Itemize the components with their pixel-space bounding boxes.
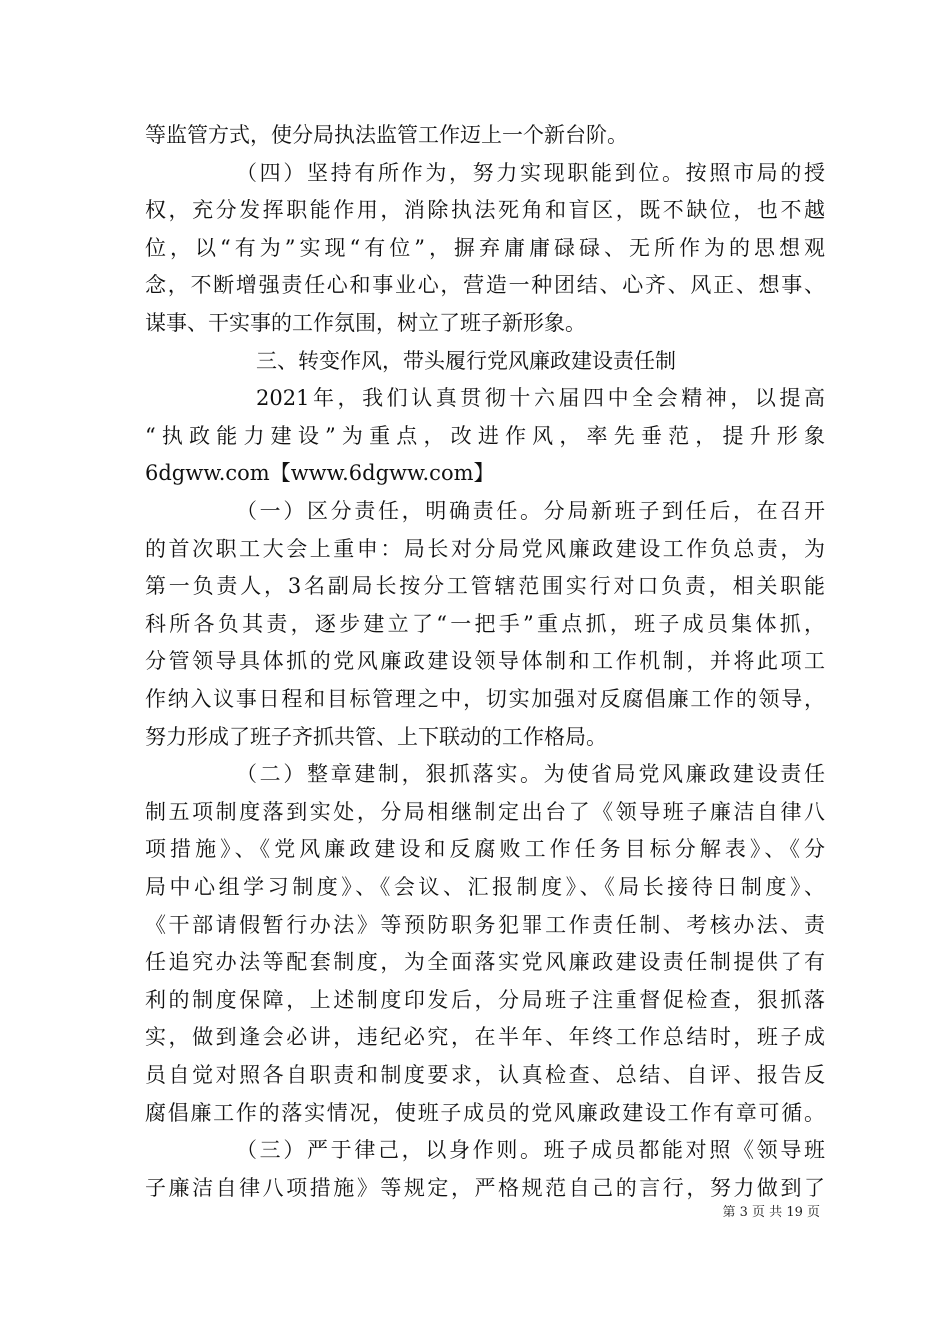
text-line-08: 2021年，我们认真贯彻十六届四中全会精神，以提高 [256,386,825,411]
text-line-02: （四）坚持有所作为，努力实现职能到位。按照市局的授 [236,160,825,185]
text-line-09: “执政能力建设”为重点，改进作风，率先垂范，提升形象 [145,423,825,448]
text-line-13: 第一负责人，3名副局长按分工管辖范围实行对口负责，相关职能 [145,574,825,599]
section-heading: 三、转变作风，带头履行党风廉政建设责任制 [256,348,676,373]
text-line-27: 腐倡廉工作的落实情况，使班子成员的党风廉政建设工作有章可循。 [145,1100,825,1125]
text-line-25: 实，做到逢会必讲，违纪必究，在半年、年终工作总结时，班子成 [145,1025,825,1050]
text-line-03: 权，充分发挥职能作用，消除执法死角和盲区，既不缺位，也不越 [145,198,825,223]
text-line-28: （三）严于律己，以身作则。班子成员都能对照《领导班 [236,1138,825,1163]
text-line-01: 等监管方式，使分局执法监管工作迈上一个新台阶。 [145,123,628,147]
text-line-11: （一）区分责任，明确责任。分局新班子到任后，在召开 [236,499,825,523]
text-line-10: 6dgww.com【www.6dgww.com】 [145,461,495,486]
text-line-21: 局中心组学习制度》、《会议、汇报制度》、《局长接待日制度》、 [145,875,825,899]
text-line-26: 员自觉对照各自职责和制度要求，认真检查、总结、自评、报告反 [145,1063,825,1087]
text-line-22: 《干部请假暂行办法》等预防职务犯罪工作责任制、考核办法、责 [145,912,825,937]
page-number-footer: 第 3 页 共 19 页 [722,1205,820,1220]
text-line-14: 科所各负其责，逐步建立了“一把手”重点抓，班子成员集体抓， [145,611,825,636]
text-line-19: 制五项制度落到实处，分局相继制定出台了《领导班子廉洁自律八 [145,799,825,824]
text-line-18: （二）整章建制，狠抓落实。为使省局党风廉政建设责任 [236,762,825,787]
text-line-24: 利的制度保障，上述制度印发后，分局班子注重督促检查，狠抓落 [145,987,825,1012]
text-line-16: 作纳入议事日程和目标管理之中，切实加强对反腐倡廉工作的领导， [145,687,825,711]
text-line-17: 努力形成了班子齐抓共管、上下联动的工作格局。 [145,724,607,749]
text-line-06: 谋事、干实事的工作氛围，树立了班子新形象。 [145,311,586,335]
text-line-23: 任追究办法等配套制度，为全面落实党风廉政建设责任制提供了有 [145,950,825,975]
text-line-05: 念，不断增强责任心和事业心，营造一种团结、心齐、风正、想事、 [145,273,825,298]
text-line-12: 的首次职工大会上重申：局长对分局党风廉政建设工作负总责，为 [145,536,825,561]
text-line-04: 位，以“有为”实现“有位”，摒弃庸庸碌碌、无所作为的思想观 [145,235,825,260]
text-line-29: 子廉洁自律八项措施》等规定，严格规范自己的言行，努力做到了 [145,1175,825,1200]
text-line-15: 分管领导具体抓的党风廉政建设领导体制和工作机制，并将此项工 [145,649,825,674]
text-line-20: 项措施》、《党风廉政建设和反腐败工作任务目标分解表》、《分 [145,837,825,862]
